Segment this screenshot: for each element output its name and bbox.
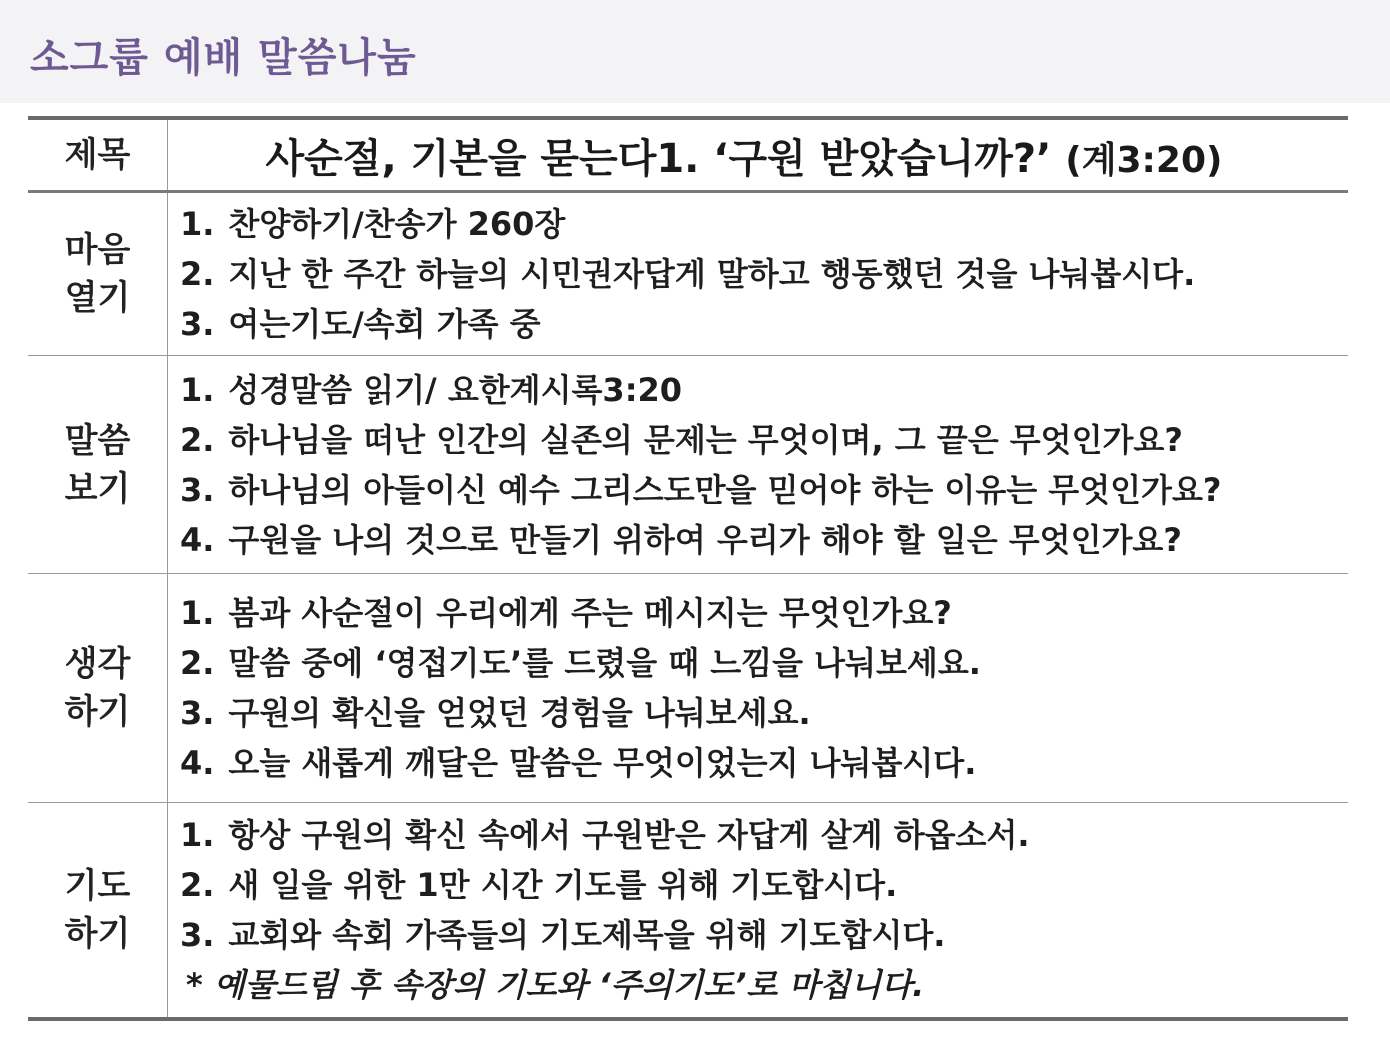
worship-table xyxy=(28,116,1348,1021)
section-pray xyxy=(28,803,1348,1017)
list-item: 3. 교회와 속회 가족들의 기도제목을 위해 기도합시다. xyxy=(180,916,946,954)
title-content xyxy=(168,120,1348,190)
section-label xyxy=(28,356,168,573)
list-item: 1. 항상 구원의 확신 속에서 구원받은 자답게 살게 하옵소서. xyxy=(180,816,1030,854)
list-item: 3. 하나님의 아들이신 예수 그리스도만을 믿어야 하는 이유는 무엇인가요? xyxy=(180,470,1222,509)
title-label: 제목 xyxy=(28,120,168,190)
section-label-bottom: 하기 xyxy=(64,692,131,732)
list-item: 1. 봄과 사순절이 우리에게 주는 메시지는 무엇인가요? xyxy=(180,594,952,632)
scripture-reference: (계3:20) xyxy=(1065,139,1223,181)
section-label-top: 마음 xyxy=(64,230,131,270)
sermon-title xyxy=(180,127,1348,184)
list-item: 1. 찬양하기/찬송가 260장 xyxy=(180,205,566,243)
list-item: 2. 말씀 중에 ‘영접기도’를 드렸을 때 느낌을 나눠보세요. xyxy=(180,644,981,682)
section-read-word xyxy=(28,356,1348,573)
list-item: 1. 성경말씀 읽기/ 요한계시록3:20 xyxy=(180,370,683,409)
page-title: 소그룹 예배 말씀나눔 xyxy=(30,35,417,81)
section-label-top: 기도 xyxy=(64,866,131,906)
section-reflect xyxy=(28,574,1348,802)
section-content xyxy=(168,574,1348,802)
list-item: 3. 구원의 확신을 얻었던 경험을 나눠보세요. xyxy=(180,694,811,732)
section-label-top: 말씀 xyxy=(64,420,131,461)
sermon-title-text: 사순절, 기본을 묻는다1. ‘구원 받았습니까?’ xyxy=(265,135,1052,182)
bottom-rule xyxy=(28,1017,1348,1021)
list-item: 3. 여는기도/속회 가족 중 xyxy=(180,305,541,343)
section-open-heart xyxy=(28,193,1348,355)
list-item: 4. 구원을 나의 것으로 만들기 위하여 우리가 해야 할 일은 무엇인가요? xyxy=(180,520,1182,559)
section-label-bottom: 보기 xyxy=(64,468,131,509)
list-item: 2. 새 일을 위한 1만 시간 기도를 위해 기도합시다. xyxy=(180,866,898,904)
section-content xyxy=(168,193,1348,355)
closing-note: * 예물드림 후 속장의 기도와 ‘주의기도’로 마칩니다. xyxy=(186,966,925,1004)
section-label xyxy=(28,574,168,802)
section-label xyxy=(28,193,168,355)
section-label-bottom: 열기 xyxy=(64,278,131,318)
section-label-top: 생각 xyxy=(64,644,131,684)
list-item: 2. 지난 한 주간 하늘의 시민권자답게 말하고 행동했던 것을 나눠봅시다. xyxy=(180,255,1196,293)
section-content xyxy=(168,356,1348,573)
section-content xyxy=(168,803,1348,1017)
list-item: 2. 하나님을 떠난 인간의 실존의 문제는 무엇이며, 그 끝은 무엇인가요? xyxy=(180,420,1183,459)
section-label xyxy=(28,803,168,1017)
list-item: 4. 오늘 새롭게 깨달은 말씀은 무엇이었는지 나눠봅시다. xyxy=(180,744,977,782)
section-label-bottom: 하기 xyxy=(64,914,131,954)
title-row xyxy=(28,120,1348,190)
